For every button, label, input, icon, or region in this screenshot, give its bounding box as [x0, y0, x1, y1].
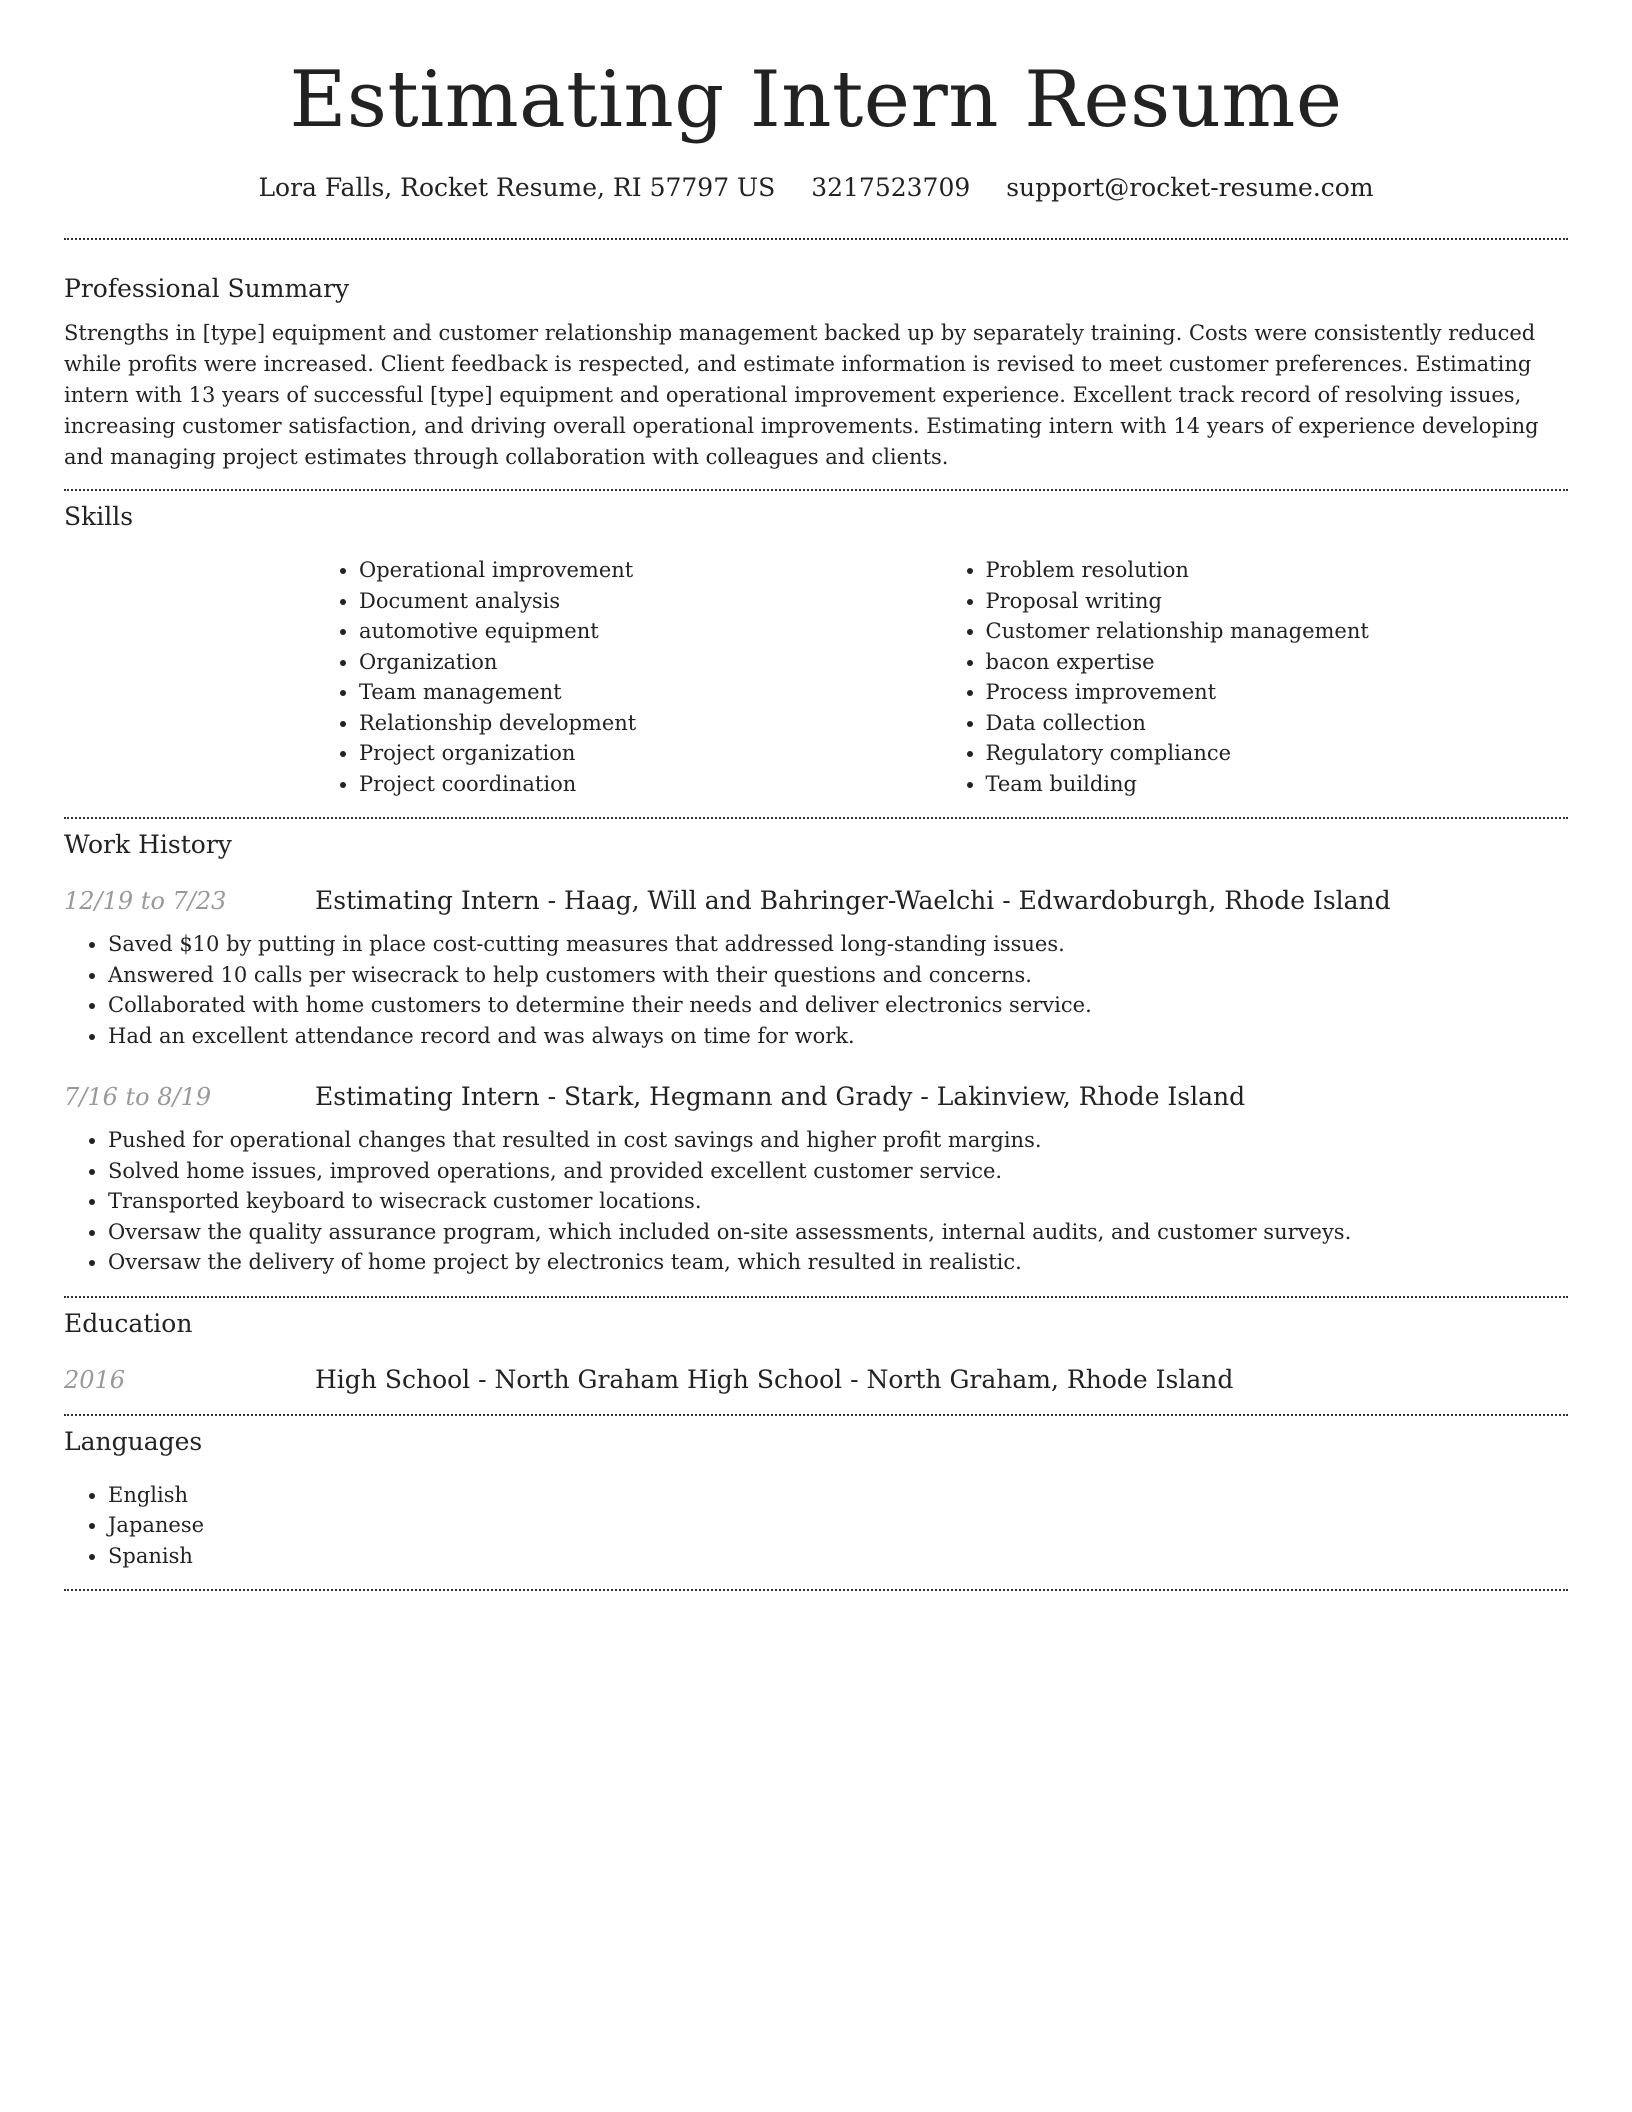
job-bullet: • Saved $10 by putting in place cost-cutting measures that addressed long-standing issues.: [108, 929, 1568, 960]
contact-phone: 3217523709: [811, 173, 971, 202]
job-bullet: • Pushed for operational changes that resulted in cost savings and higher profit margins.: [108, 1125, 1568, 1156]
skill-item: • bacon expertise: [986, 647, 1569, 678]
skill-item: • Data collection: [986, 708, 1569, 739]
summary-heading: Professional Summary: [64, 274, 350, 303]
education-entry: [64, 1364, 1568, 1396]
education-heading: Education: [64, 1308, 193, 1338]
job-bullet: • Collaborated with home customers to determine their needs and deliver electronics service.: [108, 990, 1568, 1021]
job-dates: 12/19 to 7/23: [64, 887, 227, 915]
contact-email: support@rocket-resume.com: [1006, 173, 1374, 202]
job-bullet: • Had an excellent attendance record and was always on time for work.: [108, 1021, 1568, 1052]
section-divider: [64, 1589, 1568, 1591]
job-bullets: [64, 929, 1568, 1051]
skill-item: • Operational improvement: [359, 555, 942, 586]
job-bullet: • Answered 10 calls per wisecrack to help customers with their questions and concerns.: [108, 960, 1568, 991]
skills-heading: Skills: [64, 502, 134, 531]
languages-list: [64, 1480, 1568, 1572]
skill-item: • Customer relationship management: [986, 616, 1569, 647]
contact-info: [64, 172, 1568, 204]
education-date: 2016: [64, 1365, 126, 1394]
job-entry: [64, 885, 1568, 1051]
skill-item: • Organization: [359, 647, 942, 678]
skill-item: • Proposal writing: [986, 586, 1569, 617]
job-title: Estimating Intern - Stark, Hegmann and Grady - Lakinview, Rhode Island: [315, 1082, 1246, 1111]
skill-item: • Relationship development: [359, 708, 942, 739]
language-item: • Japanese: [108, 1510, 1568, 1541]
resume-title: Estimating Intern Resume: [289, 55, 1343, 145]
languages-heading: Languages: [64, 1426, 203, 1456]
education-section: [64, 1298, 1568, 1396]
skill-item: • Team building: [986, 769, 1569, 800]
job-title: Estimating Intern - Haag, Will and Bahringer-Waelchi - Edwardoburgh, Rhode Island: [315, 886, 1391, 915]
job-header: [64, 1081, 1568, 1113]
skill-item: • Document analysis: [359, 586, 942, 617]
job-bullet: • Oversaw the delivery of home project by electronics team, which resulted in realistic.: [108, 1247, 1568, 1278]
skill-item: • Regulatory compliance: [986, 738, 1569, 769]
summary-section: [64, 240, 1568, 473]
skill-item: • Team management: [359, 677, 942, 708]
job-header: [64, 885, 1568, 917]
education-title: High School - North Graham High School - North Graham, Rhode Island: [315, 1364, 1234, 1394]
summary-text: Strengths in [type] equipment and customer relationship management backed up by separately training. Costs were consistently reduced while profits were increased. Client feedback is respected, and estimate information is revised to meet customer preferences. Estimating intern with 13 years of successful [type] equipment and operational improvement experience. Excellent track record of resolving issues, increasing customer satisfaction, and driving overall operational improvements. Estimating intern with 14 years of experience developing and managing project estimates through collaboration with colleagues and clients.: [64, 321, 1539, 469]
skill-item: • automotive equipment: [359, 616, 942, 647]
skills-list-right: [942, 555, 1569, 799]
skills-section: [64, 491, 1568, 799]
job-bullet: • Oversaw the quality assurance program, which included on-site assessments, internal audits, and customer surveys.: [108, 1217, 1568, 1248]
language-item: • Spanish: [108, 1541, 1568, 1572]
contact-address: Lora Falls, Rocket Resume, RI 57797 US: [258, 173, 776, 202]
skill-item: • Problem resolution: [986, 555, 1569, 586]
work-history-heading: Work History: [64, 830, 232, 859]
job-entry: [64, 1081, 1568, 1278]
work-history-section: [64, 819, 1568, 1278]
job-bullets: [64, 1125, 1568, 1278]
job-bullet: • Solved home issues, improved operations, and provided excellent customer service.: [108, 1156, 1568, 1187]
skill-item: • Project coordination: [359, 769, 942, 800]
skills-grid: [315, 555, 1568, 799]
skill-item: • Process improvement: [986, 677, 1569, 708]
job-dates: 7/16 to 8/19: [64, 1083, 212, 1111]
job-bullet: • Transported keyboard to wisecrack customer locations.: [108, 1186, 1568, 1217]
languages-section: [64, 1416, 1568, 1572]
language-item: • English: [108, 1480, 1568, 1511]
skill-item: • Project organization: [359, 738, 942, 769]
skills-list-left: [315, 555, 942, 799]
